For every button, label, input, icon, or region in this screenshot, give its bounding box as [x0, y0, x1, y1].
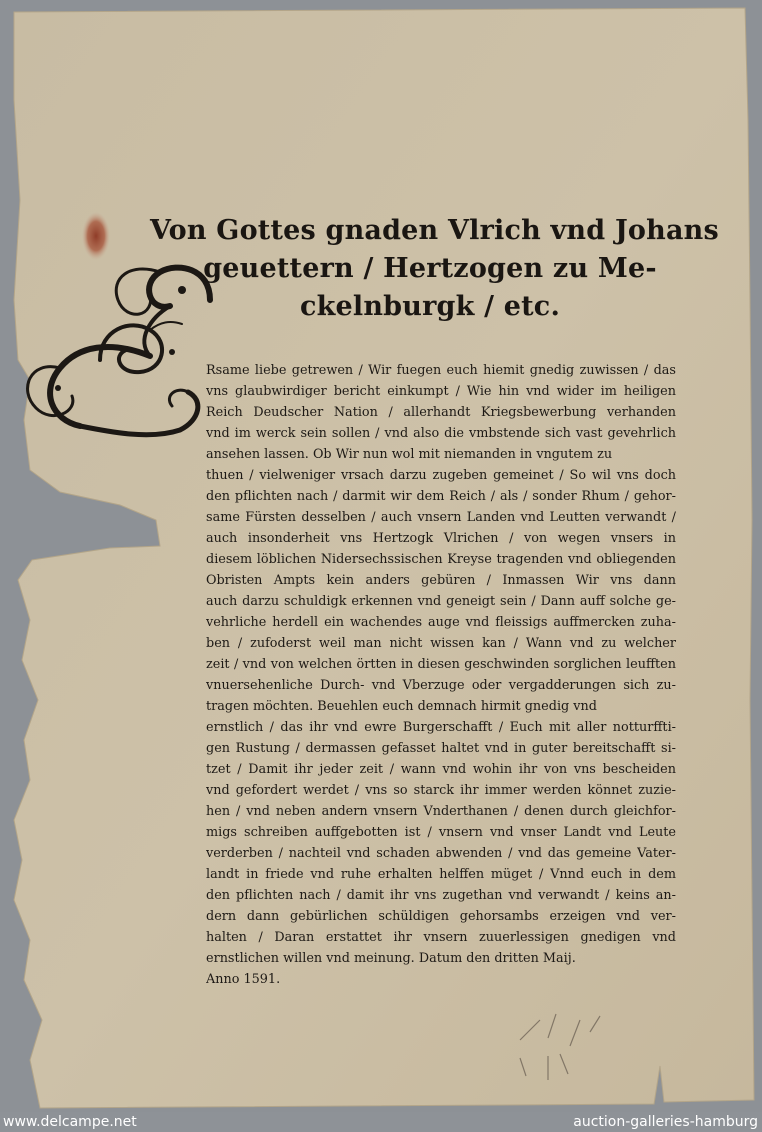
body-line: migs schreiben auffgebotten ist / vnsern vnd vnser Landt vnd Leute [206, 825, 676, 840]
source-watermark-left: www.delcampe.net [3, 1114, 137, 1130]
document-heading [150, 212, 719, 326]
body-line: vns glaubwirdiger bericht einkumpt / Wie hin vnd wider im heiligen [206, 384, 676, 399]
body-line: ansehen lassen. Ob Wir nun wol mit niemanden in vngutem zu [206, 447, 613, 462]
body-line: halten / Daran erstattet ihr vnsern zuuerlessigen gnedigen vnd [206, 930, 676, 945]
body-line: Anno 1591. [206, 972, 281, 987]
heading-line: geuettern / Hertzogen zu Me- [203, 253, 657, 284]
body-line: Obristen Ampts kein anders gebüren / Inmassen Wir vns dann [206, 573, 676, 588]
body-line: Reich Deudscher Nation / allerhandt Kriegsbewerbung verhanden [206, 405, 676, 420]
body-line: tzet / Damit ihr jeder zeit / wann vnd wohin ihr von vns bescheiden [206, 762, 676, 777]
body-line: den pflichten nach / darmit wir dem Reich / als / sonder Rhum / gehor- [206, 489, 676, 504]
body-line: thuen / vielweniger vrsach darzu zugeben gemeinet / So wil vns doch [206, 468, 676, 483]
heading-line: Von Gottes gnaden Vlrich vnd Johans [150, 215, 719, 246]
body-line: zeit / vnd von welchen örtten in diesen geschwinden sorglichen leufften [206, 657, 676, 672]
body-line: verderben / nachteil vnd schaden abwenden / vnd das gemeine Vater- [206, 846, 676, 861]
body-line: tragen möchten. Beuehlen euch demnach hirmit gnedig vnd [206, 699, 597, 714]
decree-body [206, 360, 676, 990]
body-line: den pflichten nach / damit ihr vns zugethan vnd verwandt / keins an- [206, 888, 676, 903]
body-line: dern dann gebürlichen schüldigen gehorsambs erzeigen vnd ver- [206, 909, 676, 924]
source-watermark-right: auction-galleries-hamburg [573, 1114, 758, 1130]
body-line: ernstlichen willen vnd meinung. Datum den dritten Maij. [206, 951, 576, 966]
body-line: hen / vnd neben andern vnsern Vnderthanen / denen durch gleichfor- [206, 804, 676, 819]
watermark-bar [0, 1112, 762, 1132]
body-line: landt in friede vnd ruhe erhalten helffen müget / Vnnd euch in dem [206, 867, 676, 882]
body-line: auch insonderheit vns Hertzogk Vlrichen / von wegen vnsers in [206, 531, 676, 546]
body-line: vehrliche herdell ein wachendes auge vnd fleissigs auffmercken zuha- [206, 615, 676, 630]
body-line: Rsame liebe getrewen / Wir fuegen euch hiemit gnedig zuwissen / das [206, 363, 676, 378]
body-line: ernstlich / das ihr vnd ewre Burgerschafft / Euch mit aller notturffti- [206, 720, 676, 735]
body-line: gen Rustung / dermassen gefasset haltet vnd in guter bereitschafft si- [206, 741, 676, 756]
body-line: same Fürsten desselben / auch vnsern Landen vnd Leutten verwandt / [206, 510, 676, 525]
body-line: vnd gefordert werdet / vns so starck ihr immer werden könnet zuzie- [206, 783, 676, 798]
body-line: auch darzu schuldigk erkennen vnd geneigt sein / Dann auff solche ge- [206, 594, 676, 609]
body-line: ben / zufoderst weil man nicht wissen kan / Wann vnd zu welcher [206, 636, 676, 651]
body-line: vnuersehenliche Durch- vnd Vberzuge oder vergadderungen sich zu- [206, 678, 676, 693]
body-line: diesem löblichen Nidersechssischen Kreyse tragenden vnd obliegenden [206, 552, 676, 567]
stain-spot [82, 212, 110, 260]
body-line: vnd im werck sein sollen / vnd also die vmbstende sich vast gevehrlich [206, 426, 676, 441]
heading-line: ckelnburgk / etc. [299, 291, 561, 322]
